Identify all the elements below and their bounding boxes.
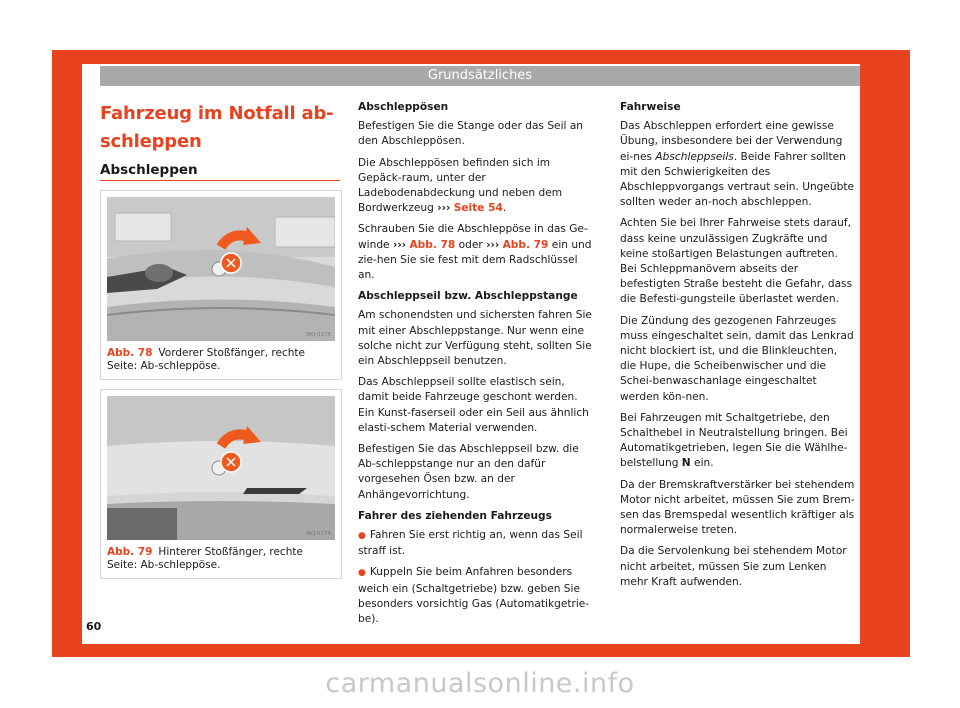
page-reference-link[interactable]: Seite 54 [453,202,503,215]
figure-78-image [107,197,335,341]
heading-abschleppseil: Abschleppseil bzw. Abschleppstange [358,290,578,303]
heading-fahrweise: Fahrweise [620,101,681,113]
subheading-rule [100,180,340,181]
text-column-middle [358,100,594,633]
figure-78-caption [107,347,335,373]
paragraph [358,222,594,283]
paragraph [620,119,856,210]
bullet-item [358,565,594,627]
paragraph-text: . Beide Fahrer sollten mit den Schwierigkeiten des Abschleppvorgangs vertraut sein. Ungeübte sollten weder an-noch abschleppen. [620,150,855,209]
paragraph: Da die Servolenkung bei stehendem Motor nicht arbeitet, müssen Sie zum Lenken mehr Kraft aufwenden. [620,545,847,588]
figure-79-caption-text: Hinterer Stoßfänger, rechte Seite: Ab-schleppöse. [107,546,303,571]
paragraph [620,411,856,472]
figure-78-caption-text: Vorderer Stoßfänger, rechte Seite: Ab-schleppöse. [107,347,305,372]
paragraph: Da der Bremskraftverstärker bei stehendem Motor nicht arbeitet, müssen Sie zum Brem-sen das Bremspedal wesentlich kräftiger als normalerweise treten. [620,478,855,537]
figure-79-label: Abb. 79 [107,546,153,558]
arrow-icon: ››› [392,238,407,251]
front-bumper-illustration [107,197,335,341]
paragraph: Befestigen Sie das Abschleppseil bzw. die Ab-schleppstange nur an den dafür vorgesehen Ösen bzw. an der Anhängevorrichtung. [358,443,579,501]
figure-78-label: Abb. 78 [107,347,153,359]
watermark: carmanualsonline.info [325,668,635,699]
gear-position: N [681,457,691,470]
paragraph: Achten Sie bei Ihrer Fahrweise stets darauf, dass keine unzulässigen Zugkräfte und keine stoßartigen Belastungen auftreten. Bei Schleppmanövern abseits der befestigten Straße besteht die Gefahr, dass die Befesti-gungsteile überlastet werden. [620,217,853,306]
text-column-right [620,100,856,596]
arrow-icon: ››› [437,202,451,215]
bullet-text: Fahren Sie erst richtig an, wenn das Seil straff ist. [358,529,583,558]
paragraph: Befestigen Sie die Stange oder das Seil an den Abschleppösen. [358,120,584,148]
figure-79-image [107,396,335,540]
emphasis-text: Abschleppseils [655,150,734,163]
rear-bumper-illustration [107,396,335,540]
figure-79 [100,389,342,579]
paragraph: Am schonendsten und sichersten fahren Sie mit einer Abschleppstange. Nur wenn eine solche nicht zur Verfügung steht, sollten Sie ein Abschleppseil benutzen. [358,309,592,368]
paragraph-text: ein. [694,457,714,470]
section-title-bar [100,66,860,86]
page-number: 60 [86,620,102,633]
section-subheading: Abschleppen [100,162,198,178]
paragraph-text: ein und zie-hen Sie sie fest mit dem Radschlüssel an. [358,238,592,282]
heading-fahrer-ziehend: Fahrer des ziehenden Fahrzeugs [358,509,552,522]
bullet-text: Kuppeln Sie beim Anfahren besonders weich ein (Schaltgetriebe) bzw. geben Sie besonders vorsichtig Gas (Automatikgetrie-be). [358,566,590,626]
figure-78-code: BKJ-0175 [306,332,331,338]
figure-reference-link[interactable]: Abb. 79 [502,238,549,251]
figure-78 [100,190,342,380]
paragraph-text: Die Abschleppösen befinden sich im Gepäck-raum, unter der Ladebodenabdeckung und neben dem Bordwerkzeug [358,156,563,215]
section-title: Grundsätzliches [427,68,533,83]
paragraph-text: Bei Fahrzeugen mit Schaltgetriebe, den Schalthebel in Neutralstellung bringen. Bei Automatikgetrieben, legen Sie die Wählhe-belstellung [620,411,848,470]
paragraph: Das Abschleppseil sollte elastisch sein, damit beide Fahrzeuge geschont werden. Ein Kunst-faserseil oder ein Seil aus ähnlich elasti-schem Material verwenden. [358,376,589,434]
paragraph-text: Das Abschleppen erfordert eine gewisse Übung, insbesondere bei der Verwendung ei-nes [620,120,843,163]
figure-reference-link[interactable]: Abb. 78 [409,238,456,251]
paragraph-text: Schrauben Sie die Abschleppöse in das Ge-winde [358,223,588,251]
paragraph: Die Zündung des gezogenen Fahrzeuges muss eingeschaltet sein, damit das Lenkrad nicht blockiert ist, und die Blinkleuchten, die Hupe, die Scheibenwischer und die Schei-benwaschanlage eingeschaltet werden kön-nen. [620,314,854,403]
paragraph: Die Abschleppösen befinden sich im Gepäck-raum, unter der Ladebodenabdeckung und neben dem Bordwerkzeug ››› Seite 54. [358,156,563,215]
paragraph-text: oder [458,238,483,251]
page-title: Fahrzeug im Notfall ab-schleppen [100,103,334,152]
figure-79-code: BKJ-0176 [306,531,331,537]
bullet-item [358,528,594,559]
heading-abschleppoesen: Abschleppösen [358,101,449,113]
arrow-icon: ››› [486,238,500,251]
figure-79-caption [107,546,335,572]
